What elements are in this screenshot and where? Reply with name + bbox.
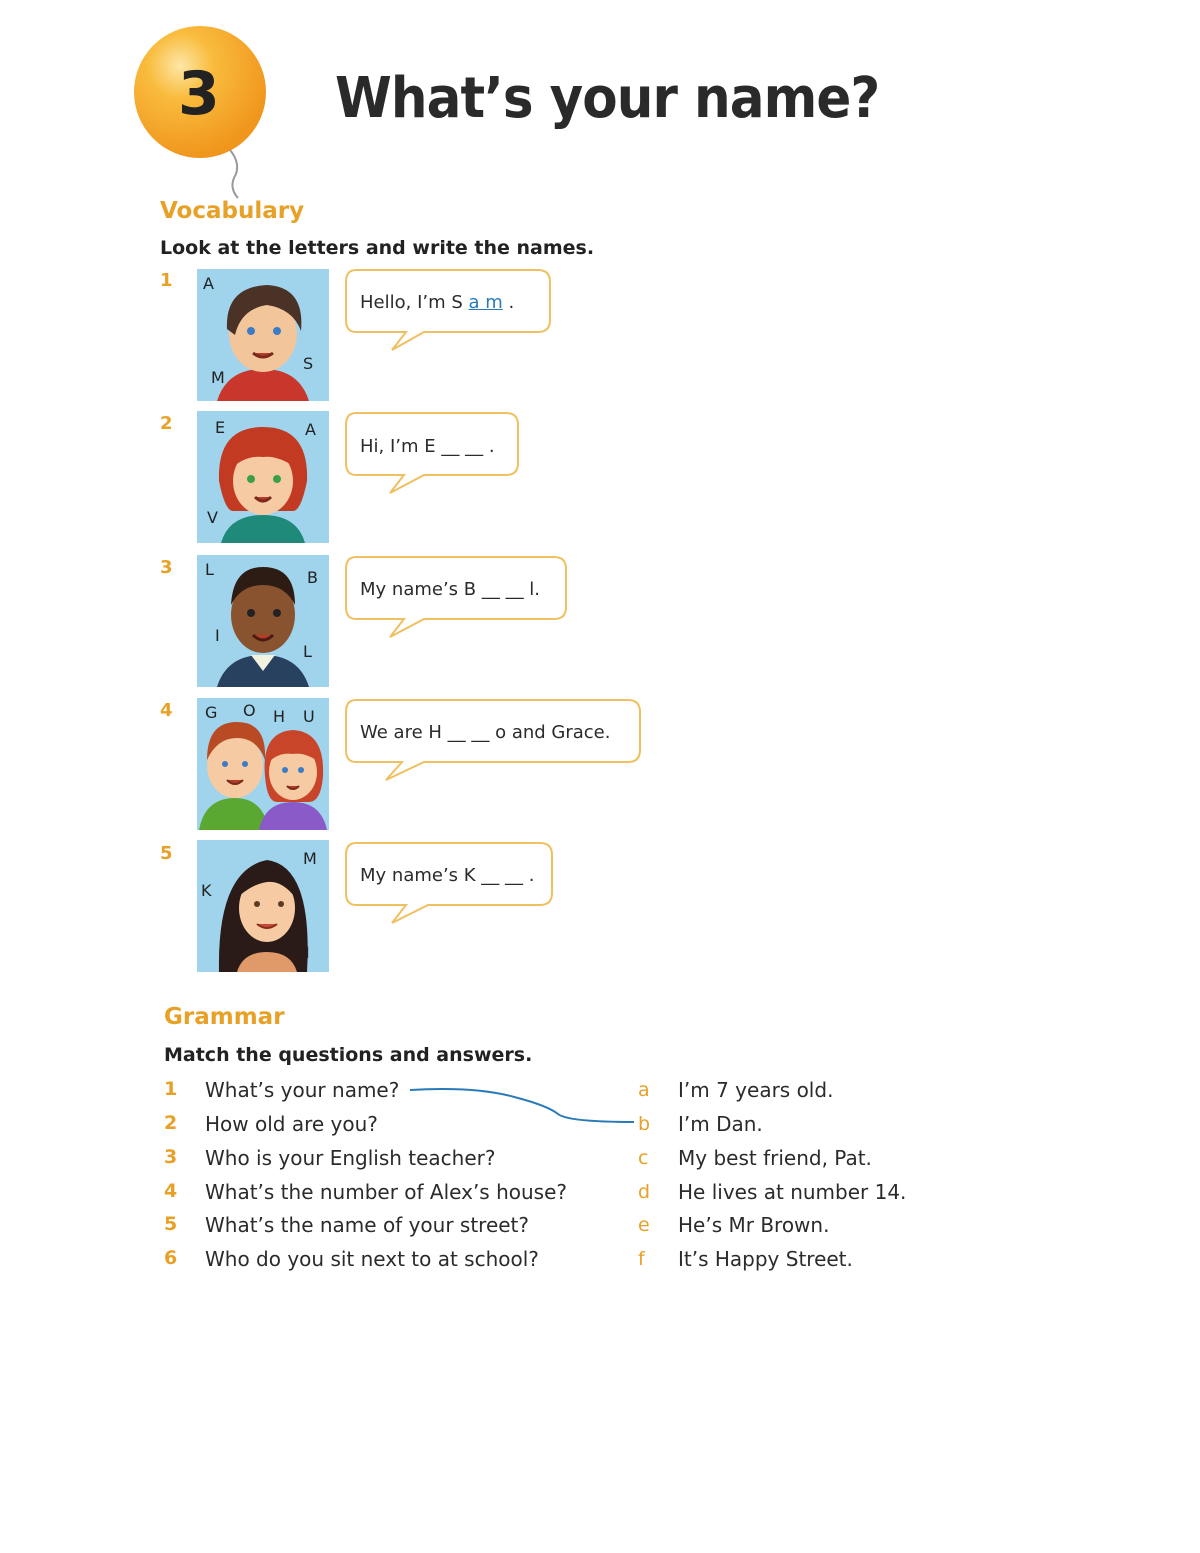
svg-text:A: A <box>203 274 214 293</box>
svg-text:H: H <box>273 707 286 726</box>
svg-text:L: L <box>303 642 312 661</box>
answer-letter: c <box>638 1147 649 1169</box>
question-text: What’s the name of your street? <box>205 1213 530 1237</box>
answer-text: I’m Dan. <box>678 1112 763 1136</box>
answer-text: He lives at number 14. <box>678 1180 907 1204</box>
svg-text:O: O <box>243 701 256 720</box>
children-picture <box>197 698 329 830</box>
svg-text:K: K <box>201 881 212 900</box>
svg-text:V: V <box>207 508 218 527</box>
answer-text: He’s Mr Brown. <box>678 1213 830 1237</box>
question-number: 4 <box>164 1180 178 1202</box>
svg-text:I: I <box>305 943 310 962</box>
item-number: 2 <box>160 413 173 434</box>
answer-text: My best friend, Pat. <box>678 1146 872 1170</box>
speech-text-4: We are H __ __ o and Grace. <box>360 722 611 743</box>
answer-letter: b <box>638 1113 651 1135</box>
question-text: How old are you? <box>205 1112 378 1136</box>
answer-letter: d <box>638 1181 651 1203</box>
svg-text:M: M <box>303 849 317 868</box>
svg-text:U: U <box>303 707 315 726</box>
item-number: 4 <box>160 700 173 721</box>
question-number: 6 <box>164 1247 178 1269</box>
unit-balloon <box>128 22 273 202</box>
speech-text-2: Hi, I’m E __ __ . <box>360 436 495 457</box>
vocabulary-heading: Vocabulary <box>160 198 305 224</box>
svg-text:I: I <box>215 626 220 645</box>
match-line <box>408 1084 638 1128</box>
svg-text:L: L <box>205 560 214 579</box>
svg-text:B: B <box>307 568 318 587</box>
answer-text: a m <box>468 292 503 313</box>
man-picture <box>197 555 329 687</box>
girl-picture <box>197 411 329 543</box>
item-number: 1 <box>160 270 173 291</box>
unit-number: 3 <box>178 59 220 129</box>
speech-text-5: My name’s K __ __ . <box>360 865 535 886</box>
svg-text:G: G <box>205 703 218 722</box>
svg-text:A: A <box>305 420 316 439</box>
svg-text:E: E <box>215 418 226 437</box>
speech-text-1: Hello, I’m S a m . <box>360 292 515 313</box>
answer-letter: a <box>638 1079 650 1101</box>
svg-text:S: S <box>303 354 314 373</box>
item-number: 3 <box>160 557 173 578</box>
svg-text:M: M <box>211 368 225 387</box>
question-number: 1 <box>164 1078 178 1100</box>
answer-letter: f <box>638 1248 645 1270</box>
question-number: 5 <box>164 1213 178 1235</box>
vocabulary-instruction: Look at the letters and write the names. <box>160 237 595 259</box>
question-text: What’s the number of Alex’s house? <box>205 1180 568 1204</box>
grammar-heading: Grammar <box>164 1004 285 1030</box>
answer-text: It’s Happy Street. <box>678 1247 853 1271</box>
boy-picture <box>197 269 329 401</box>
item-number: 5 <box>160 843 173 864</box>
grammar-instruction: Match the questions and answers. <box>164 1044 533 1066</box>
answer-letter: e <box>638 1214 650 1236</box>
question-number: 2 <box>164 1112 178 1134</box>
page-title: What’s your name? <box>335 66 880 131</box>
question-text: Who do you sit next to at school? <box>205 1247 539 1271</box>
question-number: 3 <box>164 1146 178 1168</box>
answer-text: I’m 7 years old. <box>678 1078 834 1102</box>
speech-text-3: My name’s B __ __ l. <box>360 579 541 600</box>
question-text: What’s your name? <box>205 1078 400 1102</box>
question-text: Who is your English teacher? <box>205 1146 496 1170</box>
woman-picture <box>197 840 329 972</box>
